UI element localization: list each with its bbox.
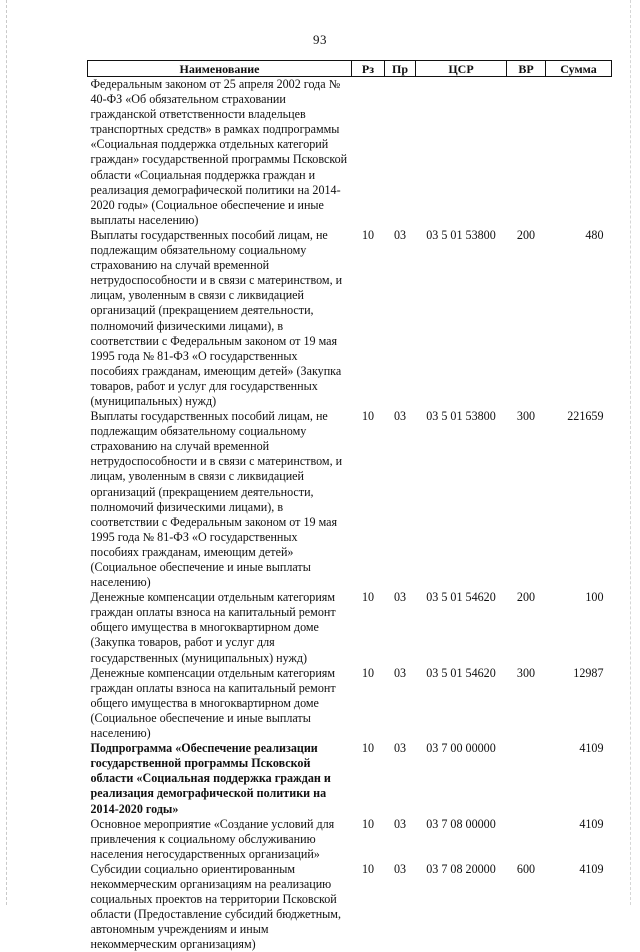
page-number: 93 (0, 32, 640, 48)
cell-rz: 10 (352, 228, 385, 409)
table-row (88, 590, 612, 665)
cell-csr: 03 5 01 53800 (416, 228, 507, 409)
cell-pr (385, 77, 416, 228)
cell-pr: 03 (385, 228, 416, 409)
cell-pr: 03 (385, 862, 416, 952)
cell-rz: 10 (352, 817, 385, 862)
cell-rz: 10 (352, 666, 385, 741)
table-row (88, 741, 612, 816)
cell-vr (507, 77, 546, 228)
table-row (88, 666, 612, 741)
table-body (88, 77, 612, 952)
header-csr: ЦСР (416, 61, 507, 77)
cell-sum: 100 (546, 590, 612, 665)
cell-csr (416, 77, 507, 228)
cell-name: Подпрограмма «Обеспечение реализации государственной программы Псковской области «Социальная поддержка граждан и реализация демографической политики на 2014-2020 годы» (88, 741, 352, 816)
cell-vr: 200 (507, 228, 546, 409)
cell-pr: 03 (385, 590, 416, 665)
cell-sum (546, 77, 612, 228)
cell-vr: 300 (507, 409, 546, 590)
cell-sum: 4109 (546, 741, 612, 816)
cell-csr: 03 5 01 54620 (416, 666, 507, 741)
header-rz: Рз (352, 61, 385, 77)
cell-rz: 10 (352, 741, 385, 816)
cell-rz (352, 77, 385, 228)
cell-name: Денежные компенсации отдельным категориям граждан оплаты взноса на капитальный ремонт общего имущества в многоквартирном доме (Социальное обеспечение и иные выплаты населению) (88, 666, 352, 741)
cell-name: Денежные компенсации отдельным категориям граждан оплаты взноса на капитальный ремонт общего имущества в многоквартирном доме (Закупка товаров, работ и услуг для государственных (муниципальных) нужд) (88, 590, 352, 665)
scan-edge-left (6, 0, 8, 905)
cell-rz: 10 (352, 590, 385, 665)
header-name: Наименование (88, 61, 352, 77)
cell-csr: 03 7 00 00000 (416, 741, 507, 816)
cell-pr: 03 (385, 666, 416, 741)
cell-csr: 03 5 01 53800 (416, 409, 507, 590)
cell-vr: 300 (507, 666, 546, 741)
cell-sum: 12987 (546, 666, 612, 741)
cell-rz: 10 (352, 409, 385, 590)
cell-csr: 03 7 08 00000 (416, 817, 507, 862)
cell-name: Выплаты государственных пособий лицам, не подлежащим обязательному социальному страхованию на случай временной нетрудоспособности и в связи с материнством, и лицам, уволенным в связи с ликвидацией организаций (прекращением деятельности, полномочий физическими лицами), в соответствии с Федеральным законом от 19 мая 1995 года № 81-ФЗ «О государственных пособиях гражданам, имеющим детей» (Социальное обеспечение и иные выплаты населению) (88, 409, 352, 590)
budget-table (87, 60, 612, 952)
cell-name: Федеральным законом от 25 апреля 2002 года № 40-ФЗ «Об обязательном страховании гражданской ответственности владельцев транспортных средств» в рамках подпрограммы «Социальная поддержка отдельных категорий граждан» государственной программы Псковской области «Социальная поддержка граждан и реализация демографической политики на 2014-2020 годы» (Социальное обеспечение и иные выплаты населению) (88, 77, 352, 228)
cell-rz: 10 (352, 862, 385, 952)
header-sum: Сумма (546, 61, 612, 77)
cell-vr: 600 (507, 862, 546, 952)
cell-pr: 03 (385, 409, 416, 590)
cell-vr (507, 741, 546, 816)
scan-edge-right (630, 0, 632, 905)
table-row (88, 862, 612, 952)
table-row (88, 409, 612, 590)
table-header (88, 61, 612, 77)
cell-csr: 03 7 08 20000 (416, 862, 507, 952)
header-pr: Пр (385, 61, 416, 77)
cell-pr: 03 (385, 817, 416, 862)
cell-vr (507, 817, 546, 862)
cell-name: Субсидии социально ориентированным некоммерческим организациям на реализацию социальных проектов на территории Псковской области (Предоставление субсидий бюджетным, автономным учреждениям и иным некоммерческим организациям) (88, 862, 352, 952)
cell-sum: 4109 (546, 862, 612, 952)
cell-name: Основное мероприятие «Создание условий для привлечения к социальному обслуживанию населения негосударственных организаций» (88, 817, 352, 862)
table-row (88, 228, 612, 409)
cell-vr: 200 (507, 590, 546, 665)
table-row (88, 817, 612, 862)
cell-sum: 480 (546, 228, 612, 409)
cell-sum: 4109 (546, 817, 612, 862)
cell-csr: 03 5 01 54620 (416, 590, 507, 665)
cell-sum: 221659 (546, 409, 612, 590)
header-vr: ВР (507, 61, 546, 77)
table-row (88, 77, 612, 228)
header-row (88, 61, 612, 77)
cell-name: Выплаты государственных пособий лицам, не подлежащим обязательному социальному страхованию на случай временной нетрудоспособности и в связи с материнством, и лицам, уволенным в связи с ликвидацией организаций (прекращением деятельности, полномочий физическими лицами), в соответствии с Федеральным законом от 19 мая 1995 года № 81-ФЗ «О государственных пособиях гражданам, имеющим детей» (Закупка товаров, работ и услуг для государственных (муниципальных) нужд) (88, 228, 352, 409)
cell-pr: 03 (385, 741, 416, 816)
